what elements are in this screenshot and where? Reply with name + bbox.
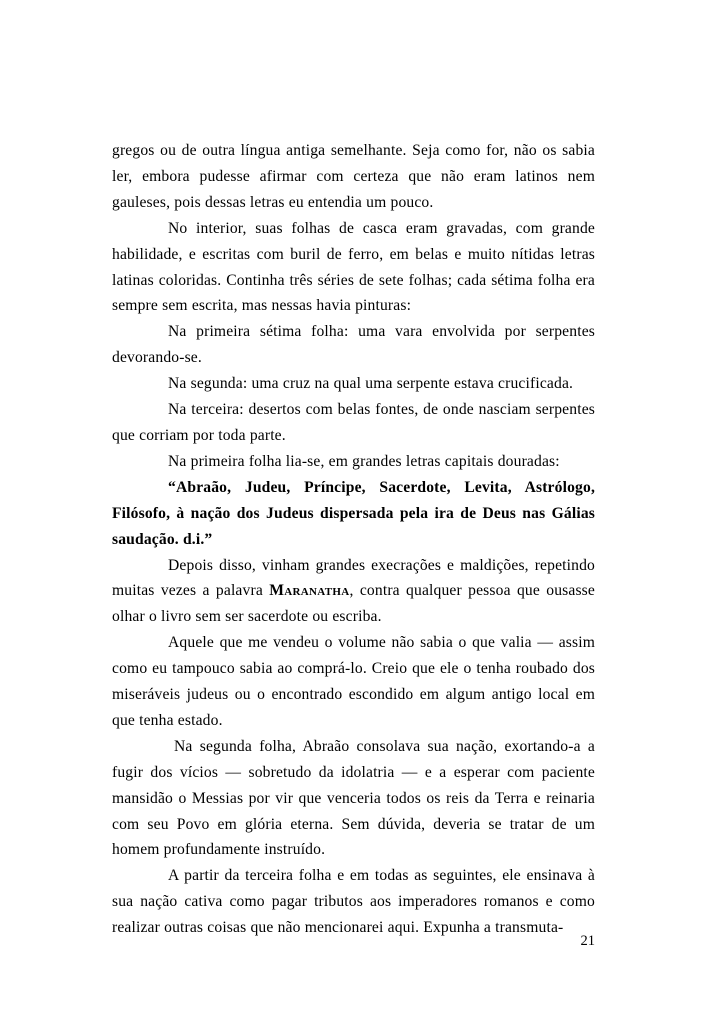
paragraph-depois-disso (112, 553, 595, 631)
paragraph-primeira-setima-folha: Na primeira sétima folha: uma vara envolvida por serpentes devorando-se. (112, 323, 595, 367)
body-text-block (112, 138, 595, 941)
paragraph-depois-disso-text-before: Depois disso, vinham grandes execrações e maldições, repetindo muitas vezes a palavra (112, 556, 595, 600)
page-number: 21 (580, 933, 595, 949)
paragraph-gregos: gregos ou de outra língua antiga semelhante. Seja como for, não os sabia ler, embora pudesse afirmar com certeza que não eram latinos nem gauleses, pois dessas letras eu entendia um pouco. (112, 142, 595, 211)
paragraph-primeira-folha-lia-se: Na primeira folha lia-se, em grandes letras capitais douradas: (168, 452, 560, 470)
maranatha-smallcaps: Maranatha (269, 582, 350, 600)
paragraph-na-segunda-folha: Na segunda folha, Abraão consolava sua nação, exortando-a a fugir dos vícios — sobretudo da idolatria — e a esperar com paciente mansidão o Messias por vir que venceria todos os reis da Terra e reinaria com seu Povo em glória eterna. Sem dúvida, deveria se tratar de um homem profundamente instruído. (112, 737, 595, 859)
paragraph-depois-disso-text-after: , contra qualquer pessoa que ousasse olhar o livro sem ser sacerdote ou escriba. (112, 582, 595, 626)
paragraph-na-terceira: Na terceira: desertos com belas fontes, de onde nasciam serpentes que corriam por toda parte. (112, 401, 595, 444)
paragraph-aquele-que-me-vendeu: Aquele que me vendeu o volume não sabia o que valia — assim como eu tampouco sabia ao comprá-lo. Creio que ele o tenha roubado dos miseráveis judeus ou o encontrado escondido em algum antigo local em que tenha estado. (112, 634, 595, 729)
paragraph-a-partir-da-terceira-folha: A partir da terceira folha e em todas as seguintes, ele ensinava à sua nação cativa como pagar tributos aos imperadores romanos e como realizar outras coisas que não mencionarei aqui. Expunha a transmuta- (112, 867, 595, 937)
paragraph-no-interior: No interior, suas folhas de casca eram gravadas, com grande habilidade, e escritas com buril de ferro, em belas e muito nítidas letras latinas coloridas. Continha três séries de sete folhas; cada sétima folha era sempre sem escrita, mas nessas havia pinturas: (112, 219, 595, 315)
paragraph-abraao-inscription: “Abraão, Judeu, Príncipe, Sacerdote, Levita, Astrólogo, Filósofo, à nação dos Judeus dispersada pela ira de Deus nas Gálias saudação. d.i.” (112, 478, 595, 548)
paragraph-na-segunda: Na segunda: uma cruz na qual uma serpente estava crucificada. (168, 375, 574, 393)
